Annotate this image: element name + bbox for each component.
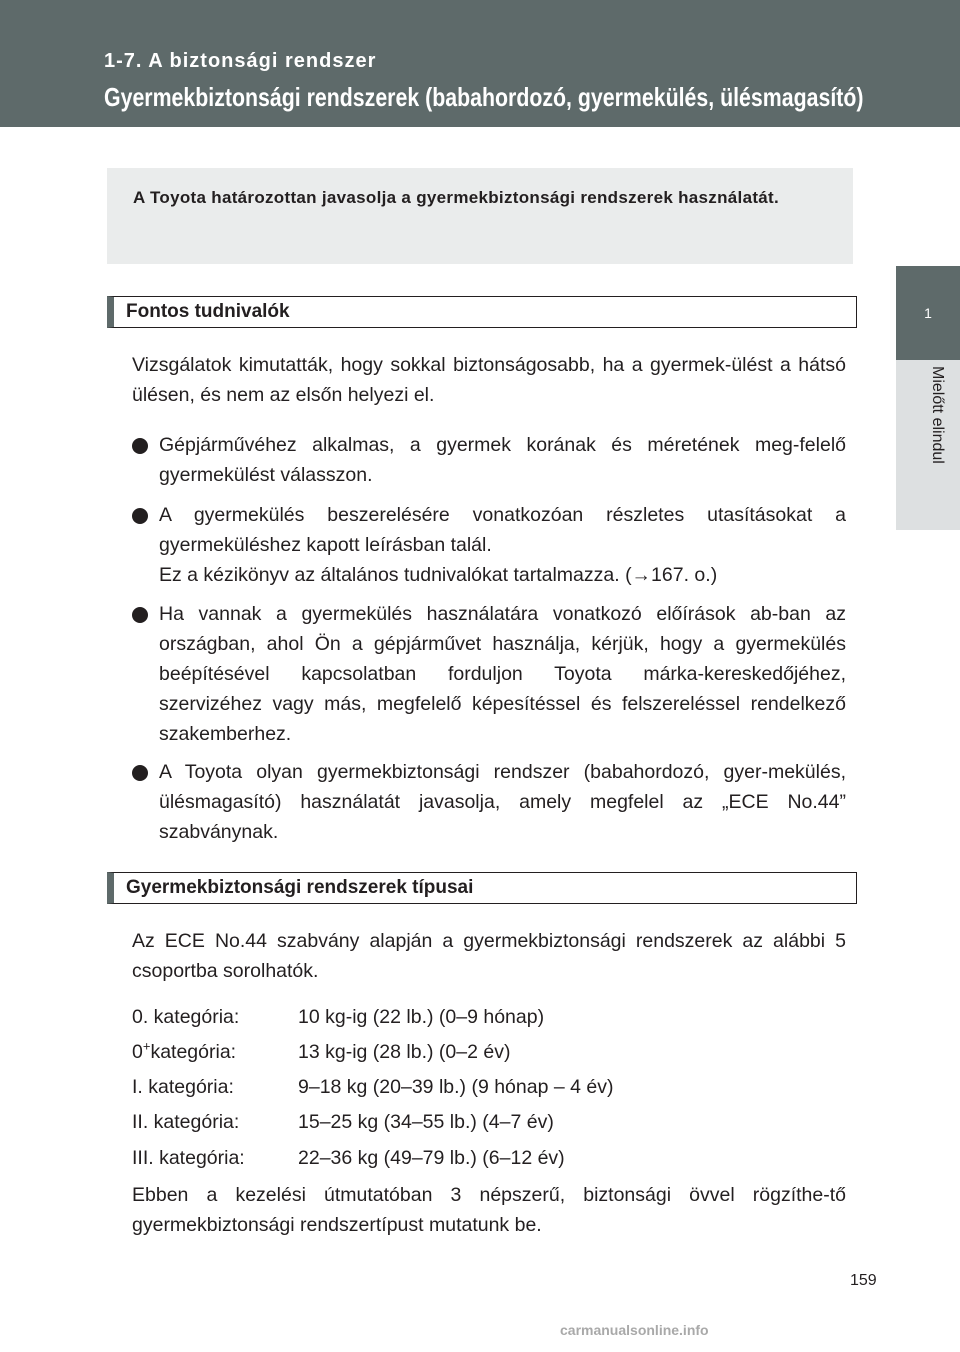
category-label: II. kategória: (132, 1111, 240, 1133)
list-item (132, 430, 846, 490)
page-header (0, 0, 960, 127)
category-label: III. kategória: (132, 1147, 245, 1169)
bullet-icon (132, 438, 148, 454)
watermark: carmanualsonline.info (560, 1322, 709, 1338)
chapter-tab: 1 (896, 266, 960, 360)
page-title: Gyermekbiztonsági rendszerek (babahordozó, gyermekülés, ülésmagasító) (104, 82, 864, 112)
category-value: 15–25 kg (34–55 lb.) (4–7 év) (298, 1111, 554, 1133)
section-heading-important (107, 296, 857, 328)
bullet-icon (132, 765, 148, 781)
section-heading-text: Gyermekbiztonsági rendszerek típusai (126, 877, 474, 898)
section-heading-types (107, 872, 857, 904)
intro-box (107, 168, 853, 264)
list-item (132, 757, 846, 847)
section-heading-text: Fontos tudnivalók (126, 301, 290, 322)
category-label: 0+kategória: (132, 1038, 237, 1063)
section2-closing: Ebben a kezelési útmutatóban 3 népszerű, biztonsági övvel rögzíthe-tő gyermekbiztonsági rendszertípust mutatunk be. (132, 1184, 846, 1236)
category-value: 13 kg-ig (28 lb.) (0–2 év) (298, 1041, 511, 1063)
list-item-text: Gépjárművéhez alkalmas, a gyermek korának és méretének meg-felelő gyermekülést válasszon. (159, 434, 846, 486)
section1-paragraph: Vizsgálatok kimutatták, hogy sokkal biztonságosabb, ha a gyermek-ülést a hátsó ülésen, és nem az elsőn helyezi el. (132, 354, 846, 406)
list-item-text: A gyermekülés beszerelésére vonatkozóan részletes utasításokat a gyermeküléshez kapott leírásban talál. (159, 504, 846, 556)
category-label: I. kategória: (132, 1076, 234, 1098)
bullet-icon (132, 607, 148, 623)
chapter-label-text: Mielőtt elindul (929, 366, 946, 464)
list-item-text: Ez a kézikönyv az általános tudnivalókat tartalmazza. (→167. o.) (159, 564, 718, 586)
category-value: 22–36 kg (49–79 lb.) (6–12 év) (298, 1147, 565, 1169)
list-item (132, 599, 846, 749)
section-number: 1-7. A biztonsági rendszer (104, 50, 377, 72)
category-label: 0. kategória: (132, 1006, 240, 1028)
list-item-text: A Toyota olyan gyermekbiztonsági rendszer (babahordozó, gyer-mekülés, ülésmagasító) használatát javasolja, amely megfelel az „ECE No.44” szabványnak. (159, 761, 846, 843)
section2-paragraph: Az ECE No.44 szabvány alapján a gyermekbiztonsági rendszerek az alábbi 5 csoportba sorolhatók. (132, 930, 846, 982)
intro-text: A Toyota határozottan javasolja a gyermekbiztonsági rendszerek használatát. (133, 188, 780, 207)
category-value: 9–18 kg (20–39 lb.) (9 hónap – 4 év) (298, 1076, 614, 1098)
bullet-icon (132, 508, 148, 524)
list-item-text: Ha vannak a gyermekülés használatára vonatkozó előírások ab-ban az országban, ahol Ön a gépjárművet használja, kérjük, hogy a gyermekülés beépítésével kapcsolatban forduljon Toyota márka-kereskedőjéhez, szervizéhez vagy más, megfelelő képesítéssel és felszereléssel rendelkező szakemberhez. (159, 603, 846, 745)
chapter-label (896, 360, 960, 530)
category-value: 10 kg-ig (22 lb.) (0–9 hónap) (298, 1006, 545, 1028)
list-item (132, 500, 846, 590)
page-number: 159 (850, 1272, 877, 1289)
